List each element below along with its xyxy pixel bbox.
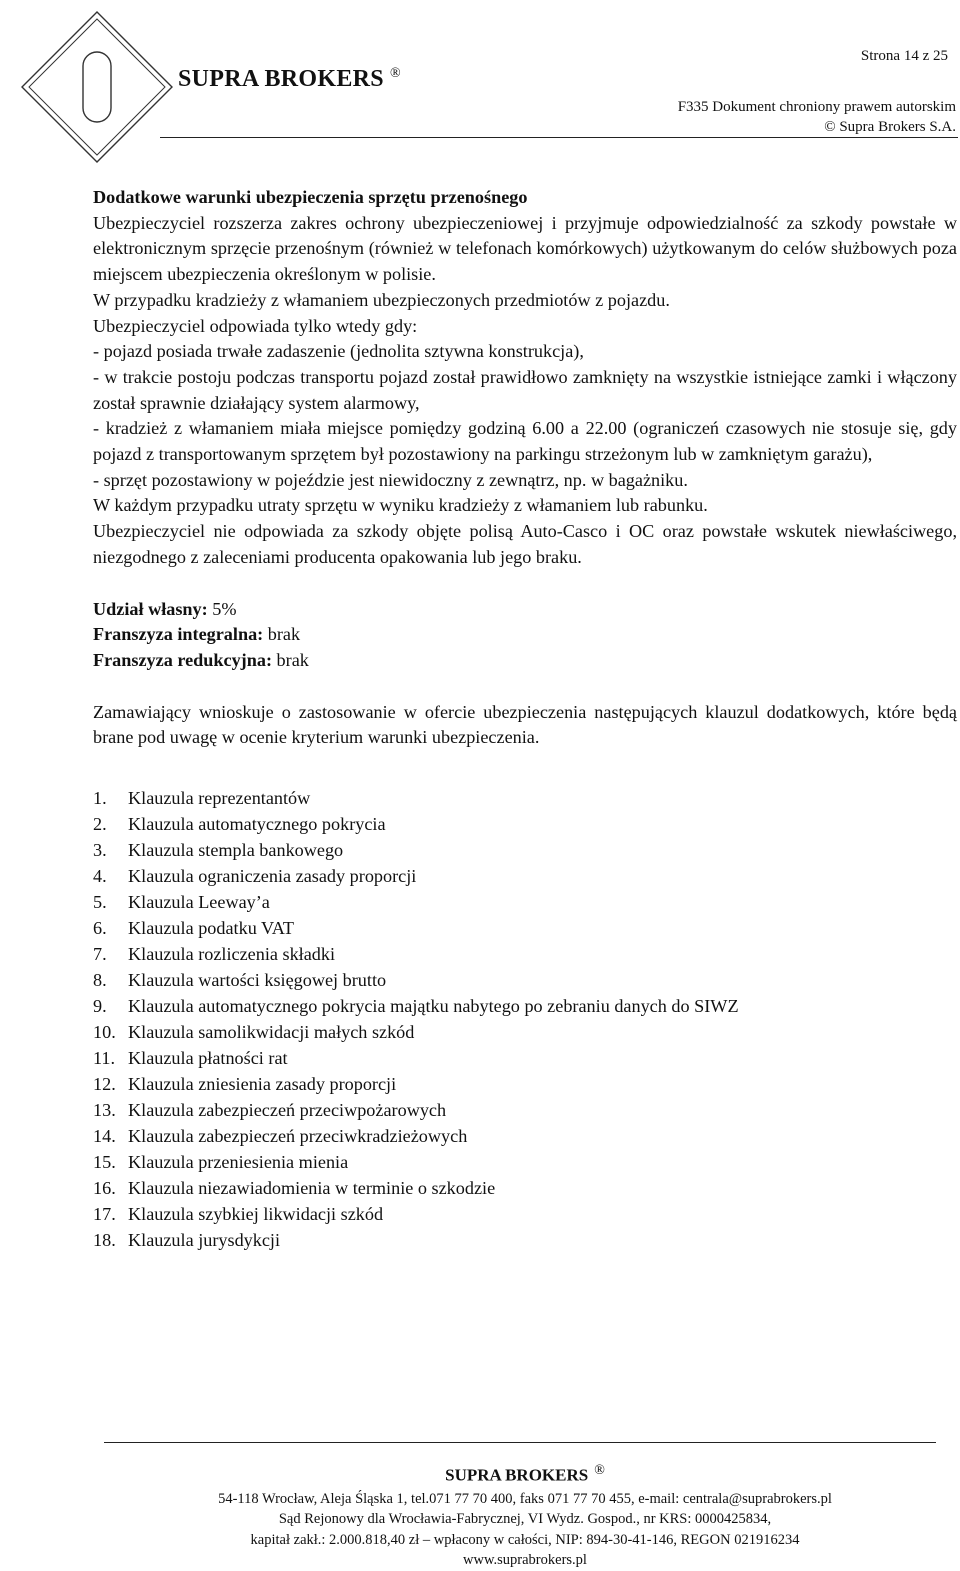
list-item <box>93 1019 957 1045</box>
list-item <box>93 1227 957 1253</box>
registered-mark: ® <box>389 66 401 81</box>
condition-1: - pojazd posiada trwałe zadaszenie (jednolita sztywna konstrukcja), <box>93 341 584 362</box>
clause-text: Klauzula reprezentantów <box>128 788 311 809</box>
clause-number: 17. <box>93 1204 116 1225</box>
own-share: Udział własny: 5% <box>93 598 237 619</box>
clause-number: 18. <box>93 1230 116 1251</box>
reduction-franchise: Franszyza redukcyjna: brak <box>93 649 309 670</box>
list-item <box>93 1123 957 1149</box>
condition-4: - sprzęt pozostawiony w pojeździe jest niewidoczny z zewnątrz, np. w bagażniku. <box>93 469 688 490</box>
list-item <box>93 1071 957 1097</box>
clause-text: Klauzula płatności rat <box>128 1048 288 1069</box>
clause-text: Klauzula wartości księgowej brutto <box>128 970 387 991</box>
section-title: Dodatkowe warunki ubezpieczenia sprzętu przenośnego <box>93 187 528 207</box>
footer-website: www.suprabrokers.pl <box>463 1552 587 1569</box>
list-item <box>93 1201 957 1227</box>
integral-franchise: Franszyza integralna: brak <box>93 624 301 645</box>
clause-number: 2. <box>93 814 107 835</box>
loss-case: W każdym przypadku utraty sprzętu w wyniku kradzieży z włamaniem lub rabunku. <box>93 495 708 516</box>
list-item <box>93 1149 957 1175</box>
header-brand: SUPRA BROKERS ® <box>178 66 401 92</box>
clause-text: Klauzula Leeway’a <box>128 892 270 913</box>
clause-text: Klauzula zabezpieczeń przeciwkradzieżowych <box>128 1126 468 1147</box>
clause-text: Klauzula zniesienia zasady proporcji <box>128 1074 397 1095</box>
condition-lead: Ubezpieczyciel odpowiada tylko wtedy gdy: <box>93 315 418 336</box>
clause-number: 5. <box>93 892 107 913</box>
footer-capital: kapitał zakł.: 2.000.818,40 zł – wpłacony w całości, NIP: 894-30-41-146, REGON 021916234 <box>250 1531 800 1548</box>
clause-text: Klauzula przeniesienia mienia <box>128 1152 349 1173</box>
clause-text: Klauzula szybkiej likwidacji szkód <box>128 1204 384 1225</box>
list-item <box>93 837 957 863</box>
clause-number: 10. <box>93 1022 116 1043</box>
copyright-note <box>678 97 956 137</box>
supra-brokers-logo-icon <box>18 8 176 166</box>
clause-number: 14. <box>93 1126 116 1147</box>
clause-number: 15. <box>93 1152 116 1173</box>
clause-text: Klauzula rozliczenia składki <box>128 944 336 965</box>
theft-heading: W przypadku kradzieży z włamaniem ubezpieczonych przedmiotów z pojazdu. <box>93 289 670 310</box>
footer-court: Sąd Rejonowy dla Wrocławia-Fabrycznej, VI Wydz. Gospod., nr KRS: 0000425834, <box>278 1511 772 1528</box>
list-item <box>93 941 957 967</box>
clause-number: 12. <box>93 1074 116 1095</box>
list-item <box>93 1097 957 1123</box>
clause-list <box>93 785 957 1253</box>
clause-text: Klauzula automatycznego pokrycia <box>128 814 386 835</box>
clause-number: 13. <box>93 1100 116 1121</box>
clause-text: Klauzula samolikwidacji małych szkód <box>128 1022 415 1043</box>
clauses-request: Zamawiający wnioskuje o zastosowanie w ofercie ubezpieczenia następujących klauzul dodatkowych, które będą brane pod uwagę w ocenie kryterium warunki ubezpieczenia. <box>93 701 957 748</box>
footer-address: 54-118 Wrocław, Aleja Śląska 1, tel.071 77 70 400, faks 071 77 70 455, e-mail: centrala@suprabrokers.pl <box>218 1490 832 1507</box>
clause-number: 16. <box>93 1178 116 1199</box>
clause-text: Klauzula automatycznego pokrycia majątku nabytego po zebraniu danych do SIWZ <box>128 996 739 1017</box>
clause-text: Klauzula jurysdykcji <box>128 1230 281 1251</box>
clause-number: 7. <box>93 944 107 965</box>
clause-number: 3. <box>93 840 107 861</box>
list-item <box>93 993 957 1019</box>
list-item <box>93 889 957 915</box>
list-item <box>93 1045 957 1071</box>
header-divider <box>160 137 958 138</box>
exclusion-paragraph: Ubezpieczyciel nie odpowiada za szkody objęte polisą Auto-Casco i OC oraz powstałe wskutek niewłaściwego, niezgodnego z zaleceniami producenta opakowania lub jego braku. <box>93 521 957 567</box>
list-item <box>93 785 957 811</box>
clause-text: Klauzula podatku VAT <box>128 918 295 939</box>
copyright-line-2: © Supra Brokers S.A. <box>824 119 956 135</box>
clause-number: 9. <box>93 996 107 1017</box>
footer <box>0 1460 960 1571</box>
clause-number: 4. <box>93 866 107 887</box>
list-item <box>93 811 957 837</box>
clause-text: Klauzula ograniczenia zasady proporcji <box>128 866 417 887</box>
intro-paragraph: Ubezpieczyciel rozszerza zakres ochrony ubezpieczeniowej i przyjmuje odpowiedzialność za szkody powstałe w elektronicznym sprzęcie przenośnym (również w telefonach komórkowych) użytkowanym do celów służbowych poza miejscem ubezpieczenia określonym w polisie. <box>93 212 957 285</box>
clause-number: 1. <box>93 788 107 809</box>
clause-number: 8. <box>93 970 107 991</box>
footer-divider <box>104 1442 936 1443</box>
condition-3: - kradzież z włamaniem miała miejsce pomiędzy godziną 6.00 a 22.00 (ograniczeń czasowych nie stosuje się, gdy pojazd z transportowanym sprzętem był pozostawiony na parkingu strzeżonym lub w zamkniętym garażu), <box>93 418 957 465</box>
list-item <box>93 1175 957 1201</box>
page-number: Strona 14 z 25 <box>860 48 948 64</box>
clause-text: Klauzula niezawiadomienia w terminie o szkodzie <box>128 1178 496 1199</box>
list-item <box>93 863 957 889</box>
document-body <box>93 185 957 1253</box>
list-item <box>93 967 957 993</box>
footer-brand: SUPRA BROKERS ® <box>445 1463 605 1485</box>
list-item <box>93 915 957 941</box>
copyright-line-1: F335 Dokument chroniony prawem autorskim <box>677 99 956 115</box>
condition-2: - w trakcie postoju podczas transportu pojazd został prawidłowo zamknięty na wszystkie istniejące zamki i włączony został sprawnie działający system alarmowy, <box>93 366 957 413</box>
clause-text: Klauzula stempla bankowego <box>128 840 344 861</box>
clause-text: Klauzula zabezpieczeń przeciwpożarowych <box>128 1100 447 1121</box>
clause-number: 11. <box>93 1048 116 1069</box>
clause-number: 6. <box>93 918 107 939</box>
